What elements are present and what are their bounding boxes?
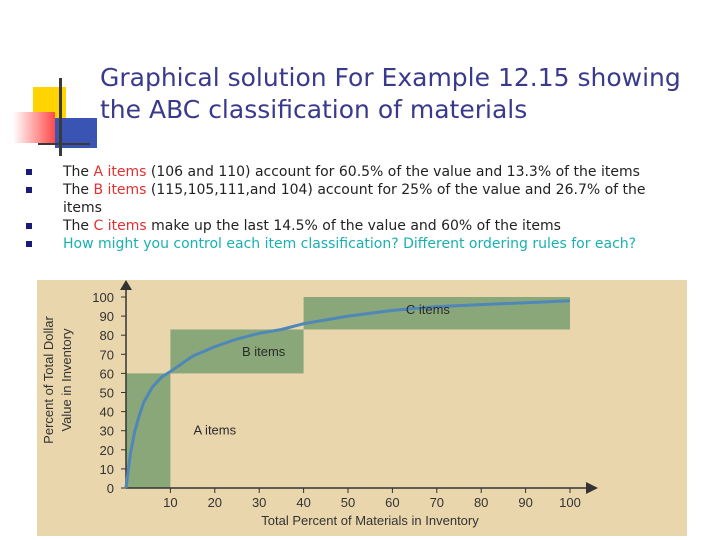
band-label-b-items: B items bbox=[241, 344, 286, 360]
x-tick-label: 20 bbox=[207, 495, 223, 510]
bullet-highlight: B items bbox=[93, 182, 147, 198]
y-tick-label: 10 bbox=[99, 461, 114, 477]
y-tick-label: 80 bbox=[99, 328, 114, 344]
bullet-text: How might you control each item classification? Different ordering rules for each? bbox=[63, 236, 637, 252]
y-tick-label: 100 bbox=[92, 290, 114, 305]
band-a-items bbox=[126, 373, 170, 488]
y-axis-label-line-2: Value in Inventory bbox=[59, 328, 74, 432]
title-line-1: Graphical solution For Example 12.15 showing bbox=[100, 63, 681, 92]
x-tick-label: 10 bbox=[163, 495, 178, 510]
y-axis-label-line-1: Percent of Total Dollar bbox=[41, 316, 56, 444]
x-tick-label: 80 bbox=[473, 495, 489, 510]
band-label-a-items: A items bbox=[193, 422, 237, 438]
bullet-text: (115,105,111,and 104) account for 25% of the value and 26.7% of the items bbox=[63, 182, 646, 216]
y-tick-label: 20 bbox=[99, 442, 114, 458]
x-tick-label: 100 bbox=[559, 495, 581, 510]
x-axis-label: Total Percent of Materials in Inventory bbox=[261, 513, 479, 528]
y-tick-label: 90 bbox=[99, 309, 114, 325]
y-tick-label: 30 bbox=[99, 423, 114, 439]
x-tick-label: 50 bbox=[340, 495, 356, 510]
band-label-c-items: C items bbox=[405, 302, 450, 318]
x-tick-label: 60 bbox=[385, 495, 400, 510]
y-tick-label: 0 bbox=[106, 481, 114, 496]
x-tick-label: 70 bbox=[429, 495, 445, 510]
bullet-text: The bbox=[63, 182, 94, 198]
title-line-2: the ABC classification of materials bbox=[100, 95, 528, 124]
y-tick-label: 70 bbox=[99, 347, 114, 363]
bullet-text: make up the last 14.5% of the value and 60% of the items bbox=[146, 218, 561, 234]
bullet-text: The bbox=[63, 164, 94, 180]
bullet-text: (106 and 110) account for 60.5% of the value and 13.3% of the items bbox=[146, 164, 640, 180]
y-tick-label: 60 bbox=[99, 366, 114, 382]
x-tick-label: 40 bbox=[296, 495, 311, 510]
bullet-text: The bbox=[63, 218, 94, 234]
y-tick-label: 50 bbox=[99, 385, 114, 401]
x-tick-label: 30 bbox=[251, 495, 267, 510]
bullet-highlight: C items bbox=[93, 218, 147, 234]
x-tick-label: 90 bbox=[518, 495, 533, 510]
y-tick-label: 40 bbox=[99, 404, 114, 420]
bullet-highlight: A items bbox=[93, 164, 147, 180]
